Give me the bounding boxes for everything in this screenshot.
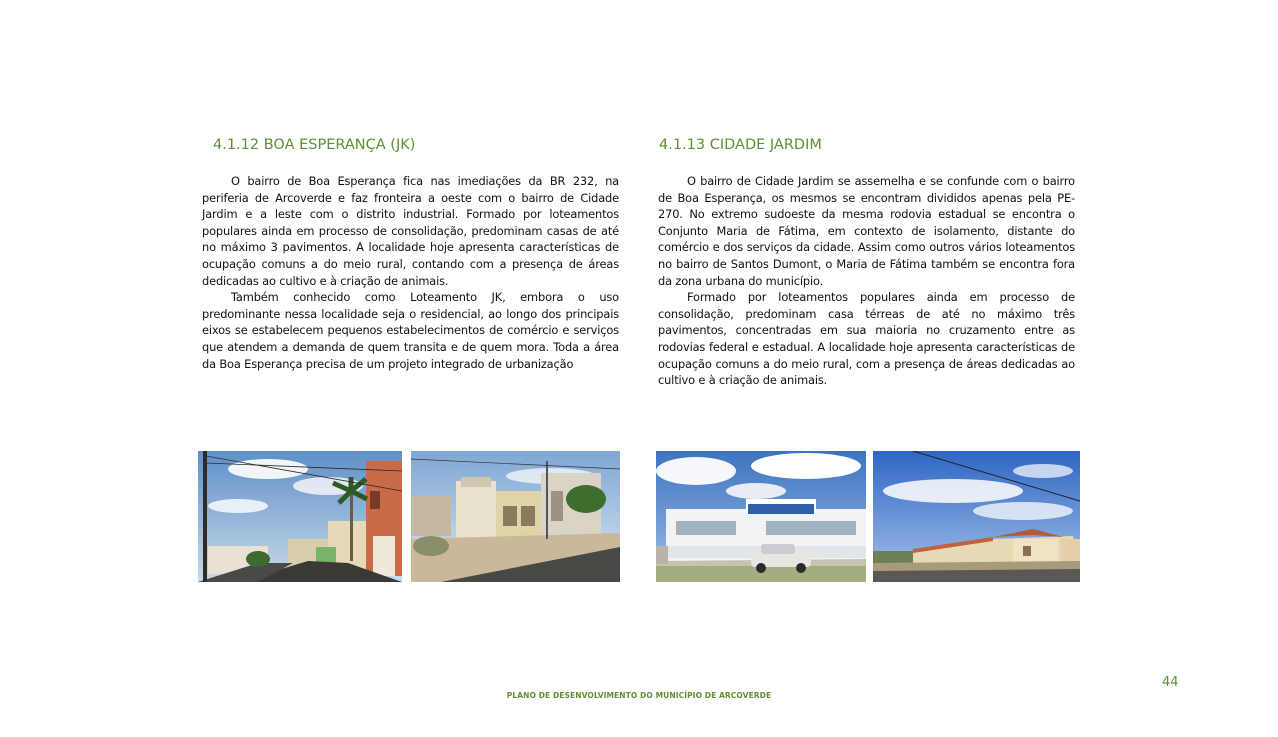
paragraph: O bairro de Cidade Jardim se assemelha e se confunde com o bairro de Boa Esperança, os mesmos se encontram divididos apenas pela PE-270. No extremo sudoeste da mesma rodovia estadual se encontra o Conjunto Maria de Fátima, em contexto de isolamento, distante do comércio e dos serviços da cidade. Assim como outros vários loteamentos no bairro de Santos Dumont, o Maria de Fátima também se encontra fora da zona urbana do município. [658,174,1075,288]
photo-street-houses [198,451,402,582]
page-number: 44 [1162,675,1179,690]
section-heading: 4.1.13 CIDADE JARDIM [659,137,822,153]
paragraph: Formado por loteamentos populares ainda em processo de consolidação, predominam casa térreas de até no máximo três pavimentos, concentradas em sua maioria no cruzamento entre as rodovias federal e estadual. A localidade hoje apresenta características de ocupação comuns a do meio rural, com a presença de áreas dedicadas ao cultivo e à criação de animais. [658,290,1075,388]
paragraph: O bairro de Boa Esperança fica nas imediações da BR 232, na periferia de Arcoverde e faz fronteira a oeste com o bairro de Cidade Jardim e a leste com o distrito industrial. Formado por loteamentos populares ainda em processo de consolidação, predominam casas de até no máximo 3 pavimentos. A localidade hoje apresenta características de ocupação comuns a do meio rural, contando com a presença de áreas dedicadas ao cultivo e à criação de animais. [202,174,619,288]
section-body [202,173,619,372]
footer-title: PLANO DE DESENVOLVIMENTO DO MUNICÍPIO DE ARCOVERDE [506,691,772,700]
paragraph: Também conhecido como Loteamento JK, embora o uso predominante nessa localidade seja o residencial, ao longo dos principais eixos se estabelecem pequenos estabelecimentos de comércio e serviços que atendem a demanda de quem transita e de quem mora. Toda a área da Boa Esperança precisa de um projeto integrado de urbanização [202,290,619,371]
photo-row-houses [873,451,1080,582]
photo-commercial-street [411,451,620,582]
section-body [658,173,1075,389]
section-heading: 4.1.12 BOA ESPERANÇA (JK) [213,137,416,153]
photo-public-building [656,451,866,582]
